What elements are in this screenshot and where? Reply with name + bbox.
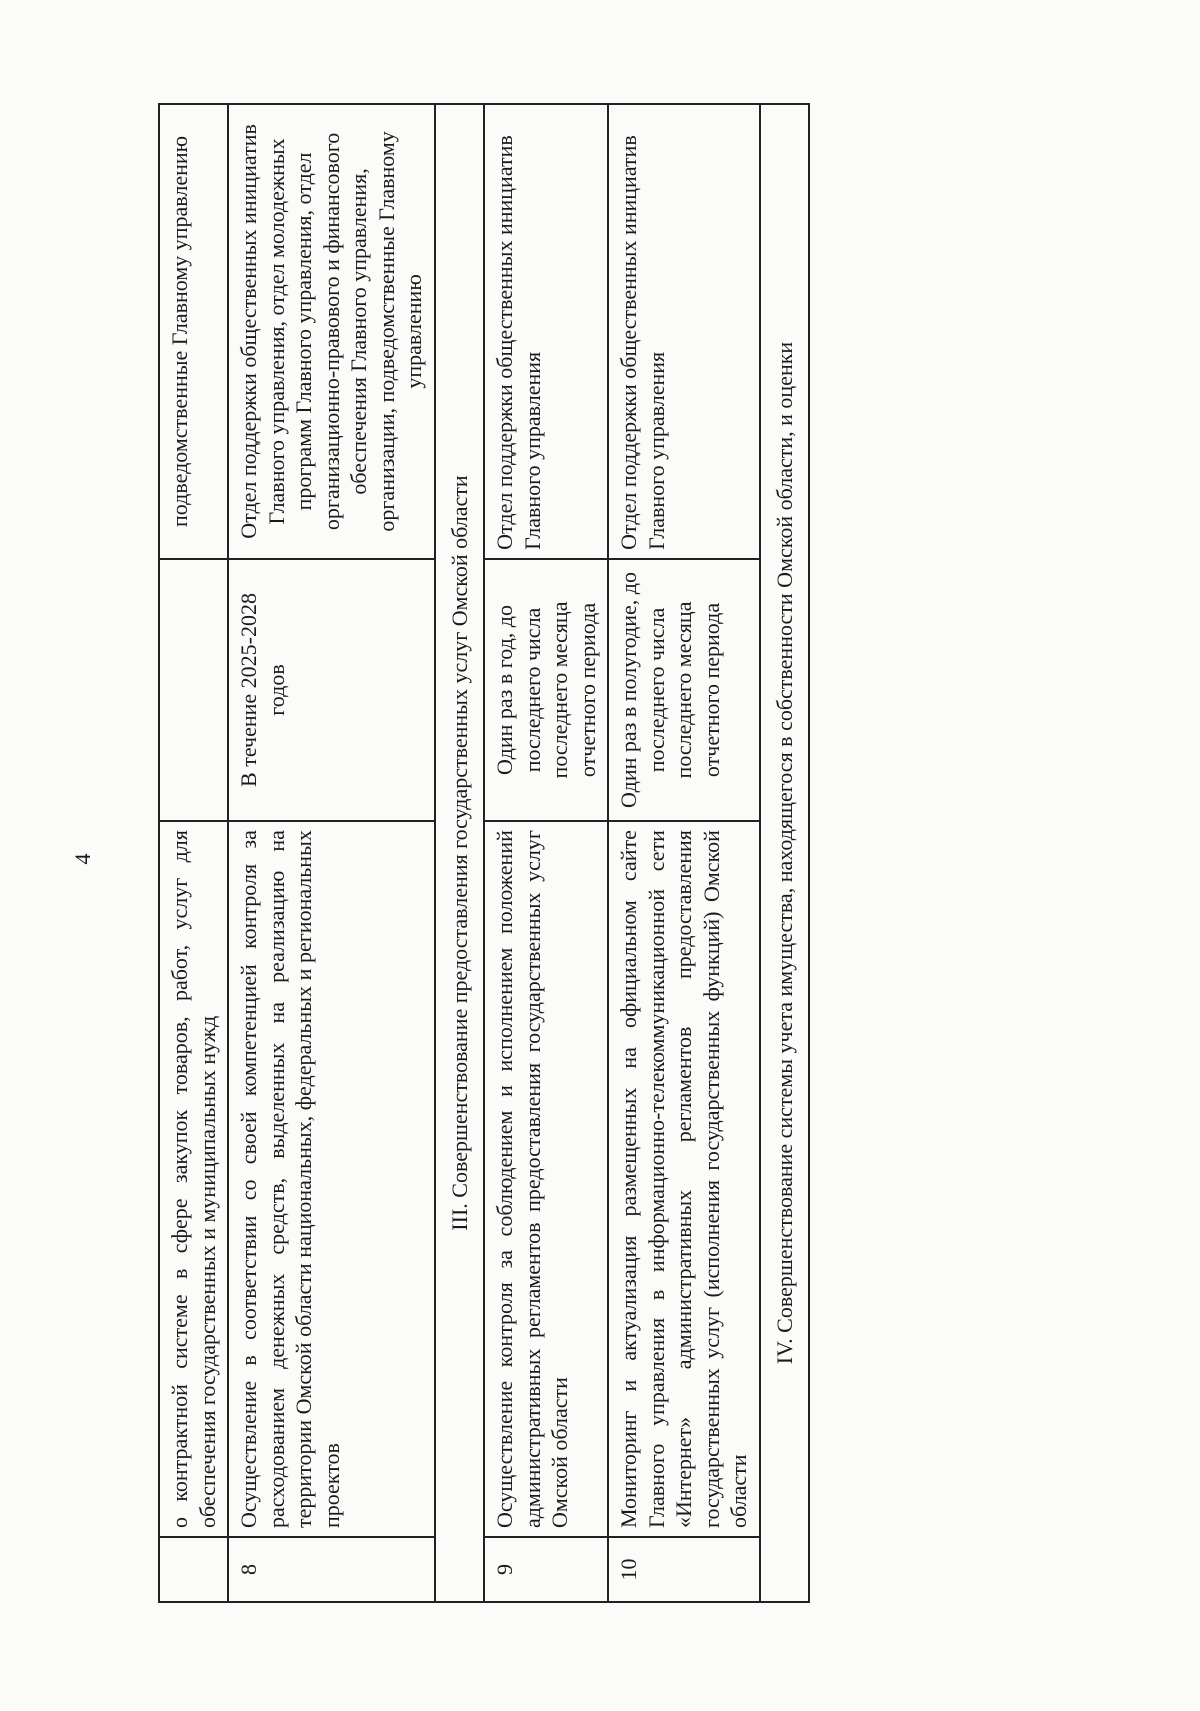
row-term: [159, 559, 228, 821]
row-action: Осуществление в соответствии со своей компетенцией контроля за расходованием денежных средств, выделенных на реализацию на территории Омской области национальных, федеральных и региональных проектов: [228, 821, 435, 1537]
table-row: [228, 104, 435, 1602]
plan-table-container: [158, 103, 1048, 1603]
plan-table: [158, 103, 810, 1603]
table-row: [484, 104, 608, 1602]
row-responsible: Отдел поддержки общественных инициатив Главного управления, отдел молодежных программ Главного управления, отдел организационно-правового и финансового обеспечения Главного управления, организации, подведомственные Главному управлению: [228, 104, 435, 559]
row-responsible: Отдел поддержки общественных инициатив Главного управления: [484, 104, 608, 559]
page-number: 4: [70, 853, 95, 865]
section-header-row: [435, 104, 485, 1602]
row-number: 9: [484, 1537, 608, 1602]
row-number: [159, 1537, 228, 1602]
table-row: [159, 104, 228, 1602]
row-term: Один раз в год, до последнего числа последнего месяца отчетного периода: [484, 559, 608, 821]
section-header-row: [760, 104, 810, 1602]
row-action: Мониторинг и актуализация размещенных на официальном сайте Главного управления в информационно-телекоммуникационной сети «Интернет» административных регламентов предоставления государственных услуг (исполнения государственных функций) Омской области: [608, 821, 760, 1537]
row-action: о контрактной системе в сфере закупок товаров, работ, услуг для обеспечения государственных и муниципальных нужд: [159, 821, 228, 1537]
row-number: 8: [228, 1537, 435, 1602]
row-action: Осуществление контроля за соблюдением и исполнением положений административных регламентов предоставления государственных услуг Омской области: [484, 821, 608, 1537]
section-heading: IV. Совершенствование системы учета имущества, находящегося в собственности Омской области, и оценки: [760, 104, 810, 1602]
table-row: [608, 104, 760, 1602]
row-responsible: подведомственные Главному управлению: [159, 104, 228, 559]
row-term: В течение 2025-2028 годов: [228, 559, 435, 821]
section-heading: III. Совершенствование предоставления государственных услуг Омской области: [435, 104, 485, 1602]
row-number: 10: [608, 1537, 760, 1602]
row-responsible: Отдел поддержки общественных инициатив Главного управления: [608, 104, 760, 559]
row-term: Один раз в полугодие, до последнего числа последнего месяца отчетного периода: [608, 559, 760, 821]
